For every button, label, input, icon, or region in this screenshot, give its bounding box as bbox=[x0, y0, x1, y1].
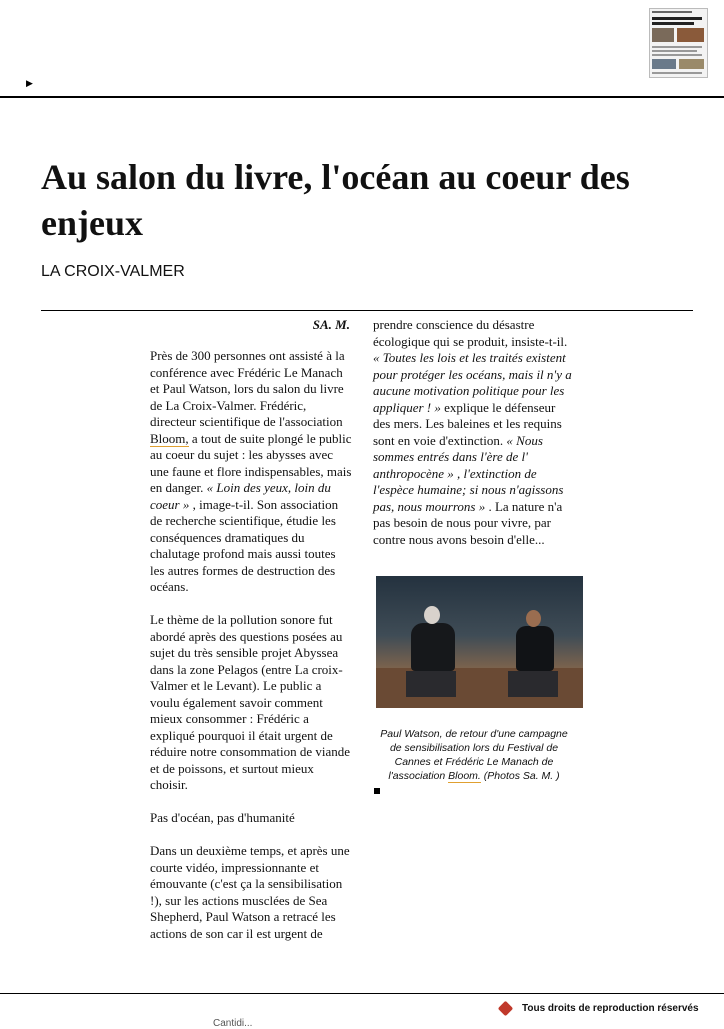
expand-arrow-icon[interactable]: ▶ bbox=[26, 79, 33, 89]
bloom-link[interactable]: Bloom. bbox=[448, 770, 481, 782]
thumbnail-title-line bbox=[652, 17, 702, 20]
byline: SA. M. bbox=[312, 317, 350, 332]
copyright-notice: Tous droits de reproduction réservés bbox=[522, 1003, 699, 1014]
article-column-1 bbox=[150, 348, 352, 942]
paragraph-text: , image-t-il. Son association de recherche scientifique, étudie les conséquences dramatiques du chalutage profond mais aussi toutes les autres formes de destruction des océans. bbox=[150, 496, 339, 594]
thumbnail-line bbox=[652, 46, 702, 48]
paragraph-text: a tout de suite plongé le public au coeur du sujet : les abysses avec une faune et flore indispensables, mais en danger. bbox=[150, 430, 352, 495]
photo-person-head bbox=[526, 610, 541, 627]
paragraph-text: explique le défenseur des mers. Les baleines et les requins sont en voie d'extinction. bbox=[373, 399, 562, 448]
photo-person-body bbox=[516, 626, 554, 671]
paragraph bbox=[150, 348, 352, 596]
paragraph bbox=[373, 317, 575, 548]
paragraph-text: . La nature n'a pas besoin de nous pour vivre, par contre nous avons besoin d'elle... bbox=[373, 498, 563, 547]
caption-text: Paul Watson, de retour d'une campagne de sensibilisation lors du Festival de Cannes et Frédéric Le Manach de l'association bbox=[380, 728, 568, 782]
article-photo[interactable] bbox=[376, 576, 583, 708]
thumbnail-line bbox=[652, 50, 697, 52]
page-thumbnail[interactable] bbox=[649, 8, 708, 78]
photo-caption bbox=[376, 727, 572, 783]
thumbnail-line bbox=[652, 11, 692, 13]
article-headline: Au salon du livre, l'océan au coeur des enjeux bbox=[41, 157, 630, 243]
footer-rule bbox=[0, 993, 724, 994]
header-rule bbox=[0, 96, 724, 98]
quote: « Toutes les lois et les traités existent pour protéger les océans, mais il n'y a aucune motivation politique pour les appliquer ! » bbox=[373, 350, 572, 415]
article-column-2 bbox=[373, 317, 575, 548]
quote: « Loin des yeux, loin du coeur » bbox=[150, 480, 331, 512]
quote: « Nous sommes entrés dans l'ère de l' anthropocène » , l'extinction de l'espèce humaine; si nous n'agissons pas, nous mourrons » bbox=[373, 432, 564, 514]
photo-chair bbox=[406, 671, 456, 697]
thumbnail-photo bbox=[679, 59, 704, 69]
cut-off-text: Cantidi... bbox=[213, 1018, 253, 1029]
thumbnail-photo bbox=[677, 28, 704, 42]
caption-text: (Photos Sa. M. ) bbox=[480, 770, 560, 782]
bloom-link[interactable]: Bloom, bbox=[150, 430, 189, 446]
paragraph: Dans un deuxième temps, et après une courte vidéo, impressionnante et émouvante (c'est ça la sensibilisation !), sur les actions musclées de Sea Shepherd, Paul Watson a retracé les actions de son car il est urgent de bbox=[150, 843, 350, 941]
thumbnail-photo bbox=[652, 28, 674, 42]
thumbnail-line bbox=[652, 54, 702, 56]
paragraph-text: prendre conscience du désastre écologique qui se produit, insiste-t-il. bbox=[373, 317, 568, 349]
thumbnail-title-line bbox=[652, 22, 694, 25]
thumbnail-line bbox=[652, 72, 702, 74]
section-rule bbox=[41, 310, 693, 311]
paragraph-text: Près de 300 personnes ont assisté à la conférence avec Frédéric Le Manach et Paul Watson, lors du salon du livre de La Croix-Valmer. Frédéric, directeur scientifique de l'association bbox=[150, 348, 345, 429]
photo-person-body bbox=[411, 623, 455, 671]
photo-chair bbox=[508, 671, 558, 697]
subheading: Pas d'océan, pas d'humanité bbox=[150, 810, 295, 825]
copyright-icon bbox=[498, 1001, 514, 1017]
thumbnail-photo bbox=[652, 59, 676, 69]
article-location: LA CROIX-VALMER bbox=[41, 263, 185, 280]
photo-person-head bbox=[424, 606, 440, 624]
paragraph: Le thème de la pollution sonore fut abordé après des questions posées au sujet du très sensible projet Abyssea dans la zone Pelagos (entre La croix-Valmer et le Levant). Le public a voulu également savoir comment mieux consommer : Frédéric a expliqué pourquoi il était urgent de réduire notre consommation de viande et de poissons, et surtout mieux choisir. bbox=[150, 612, 350, 792]
end-of-article-mark bbox=[374, 788, 380, 794]
